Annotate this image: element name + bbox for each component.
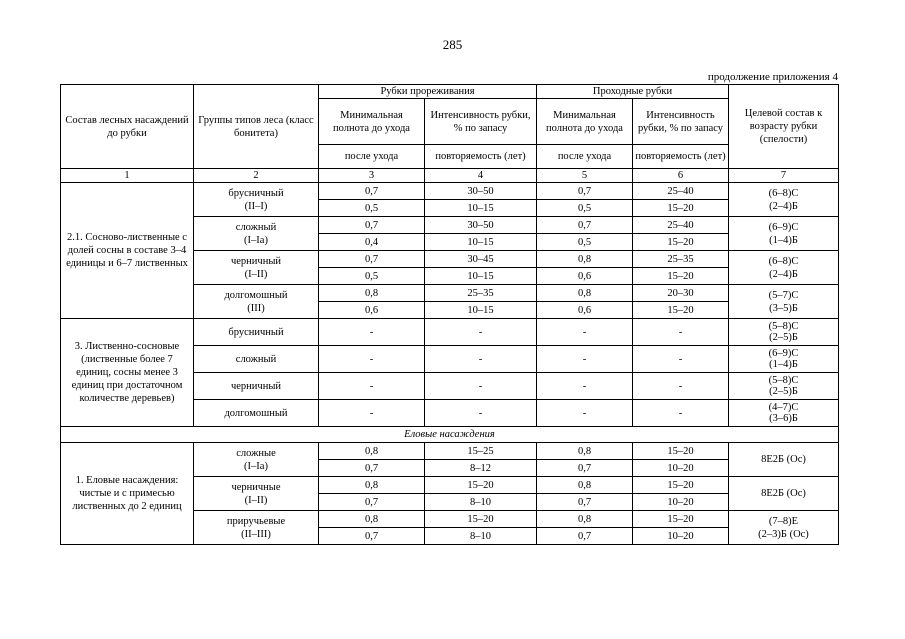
value-cell: 0,8: [537, 477, 633, 494]
table-row: [61, 443, 839, 460]
value-cell: 0,7: [537, 460, 633, 477]
forest-type-cell: сложные (I–Ia): [194, 443, 319, 477]
value-cell: -: [319, 319, 425, 346]
composition-cell: 2.1. Сосново-лиственные с долей сосны в составе 3–4 единицы и 6–7 лиственных: [61, 183, 194, 319]
column-number: 7: [729, 169, 839, 183]
value-cell: 0,8: [537, 251, 633, 268]
header-target: Целевой состав к возрасту рубки (спелости): [729, 85, 839, 169]
header-after-care: после ухода: [319, 145, 425, 169]
value-cell: 25–35: [425, 285, 537, 302]
header-min-density-passing: Минимальная полнота до ухода: [537, 99, 633, 145]
column-number: 2: [194, 169, 319, 183]
target-cell: (5–8)С (2–5)Б: [729, 319, 839, 346]
table-row: [61, 183, 839, 200]
value-cell: 15–20: [425, 477, 537, 494]
value-cell: 10–15: [425, 268, 537, 285]
value-cell: -: [537, 373, 633, 400]
value-cell: 0,7: [319, 528, 425, 545]
header-passing: Проходные рубки: [537, 85, 729, 99]
header-intensity: Интенсивность рубки, % по запасу: [425, 99, 537, 145]
value-cell: 15–20: [633, 443, 729, 460]
forest-type-cell: черничные (I–II): [194, 477, 319, 511]
value-cell: 25–35: [633, 251, 729, 268]
forest-type-cell: черничный (I–II): [194, 251, 319, 285]
value-cell: 0,7: [537, 217, 633, 234]
target-cell: (5–8)С (2–5)Б: [729, 373, 839, 400]
target-cell: (4–7)С (3–6)Б: [729, 400, 839, 427]
forest-type-cell: сложный: [194, 346, 319, 373]
value-cell: 0,7: [319, 494, 425, 511]
value-cell: 25–40: [633, 183, 729, 200]
header-repeat: повторяемость (лет): [425, 145, 537, 169]
page-number: 285: [442, 37, 463, 52]
value-cell: 10–20: [633, 528, 729, 545]
value-cell: 0,5: [319, 268, 425, 285]
category-heading: Еловые насаждения: [61, 427, 839, 443]
column-number: 5: [537, 169, 633, 183]
value-cell: 8–12: [425, 460, 537, 477]
column-number-row: [61, 169, 839, 183]
value-cell: 15–25: [425, 443, 537, 460]
value-cell: -: [319, 400, 425, 427]
value-cell: 0,5: [537, 234, 633, 251]
value-cell: 0,7: [537, 183, 633, 200]
value-cell: -: [633, 373, 729, 400]
value-cell: 0,7: [537, 528, 633, 545]
value-cell: 0,5: [319, 200, 425, 217]
header-thinning: Рубки прореживания: [319, 85, 537, 99]
value-cell: 10–20: [633, 460, 729, 477]
forest-type-cell: черничный: [194, 373, 319, 400]
value-cell: -: [537, 400, 633, 427]
value-cell: 0,8: [319, 285, 425, 302]
value-cell: 15–20: [633, 268, 729, 285]
forestry-table: [60, 84, 839, 545]
value-cell: 0,7: [319, 460, 425, 477]
column-number: 3: [319, 169, 425, 183]
forest-type-cell: долгомошный (III): [194, 285, 319, 319]
column-number: 1: [61, 169, 194, 183]
value-cell: 15–20: [633, 477, 729, 494]
value-cell: -: [537, 346, 633, 373]
header-after-care-passing: после ухода: [537, 145, 633, 169]
value-cell: -: [425, 346, 537, 373]
header-intensity-passing: Интенсивность рубки, % по запасу: [633, 99, 729, 145]
value-cell: 0,6: [537, 268, 633, 285]
value-cell: 0,8: [319, 477, 425, 494]
forest-type-cell: брусничный (II–I): [194, 183, 319, 217]
column-number: 4: [425, 169, 537, 183]
value-cell: 10–20: [633, 494, 729, 511]
value-cell: 15–20: [633, 234, 729, 251]
value-cell: 10–15: [425, 302, 537, 319]
value-cell: 0,7: [319, 183, 425, 200]
forest-type-cell: приручьевые (II–III): [194, 511, 319, 545]
target-cell: (5–7)С (3–5)Б: [729, 285, 839, 319]
value-cell: 8–10: [425, 494, 537, 511]
composition-cell: 1. Еловые насаждения: чистые и с примесью лиственных до 2 единиц: [61, 443, 194, 545]
value-cell: 0,8: [537, 511, 633, 528]
forest-type-cell: брусничный: [194, 319, 319, 346]
target-cell: (6–8)С (2–4)Б: [729, 183, 839, 217]
value-cell: 15–20: [633, 511, 729, 528]
value-cell: 0,5: [537, 200, 633, 217]
value-cell: 30–50: [425, 183, 537, 200]
forest-type-cell: сложный (I–Ia): [194, 217, 319, 251]
value-cell: 30–50: [425, 217, 537, 234]
header-composition: Состав лесных насаждений до рубки: [61, 85, 194, 169]
continuation-note: продолжение приложения 4: [707, 71, 838, 83]
value-cell: 0,6: [537, 302, 633, 319]
value-cell: 20–30: [633, 285, 729, 302]
value-cell: 0,7: [319, 217, 425, 234]
value-cell: 0,4: [319, 234, 425, 251]
header-row-groups: [61, 85, 839, 99]
value-cell: 10–15: [425, 200, 537, 217]
target-cell: (7–8)Е (2–3)Б (Ос): [729, 511, 839, 545]
value-cell: 0,8: [537, 443, 633, 460]
value-cell: 0,7: [319, 251, 425, 268]
value-cell: 30–45: [425, 251, 537, 268]
composition-cell: 3. Лиственно-сосновые (лиственные более 7 единиц, сосны менее 3 единиц при достаточном количестве деревьев): [61, 319, 194, 427]
value-cell: -: [633, 346, 729, 373]
value-cell: 0,8: [319, 443, 425, 460]
value-cell: 0,8: [537, 285, 633, 302]
header-repeat-passing: повторяемость (лет): [633, 145, 729, 169]
forest-type-cell: долгомошный: [194, 400, 319, 427]
target-cell: 8Е2Б (Ос): [729, 443, 839, 477]
target-cell: (6–9)С (1–4)Б: [729, 217, 839, 251]
value-cell: 0,7: [537, 494, 633, 511]
value-cell: -: [319, 346, 425, 373]
header-min-density: Минимальная полнота до ухода: [319, 99, 425, 145]
target-cell: (6–8)С (2–4)Б: [729, 251, 839, 285]
header-forest-type: Группы типов леса (класс бонитета): [194, 85, 319, 169]
value-cell: -: [537, 319, 633, 346]
target-cell: (6–9)С (1–4)Б: [729, 346, 839, 373]
value-cell: -: [633, 400, 729, 427]
category-row: [61, 427, 839, 443]
target-cell: 8Е2Б (Ос): [729, 477, 839, 511]
value-cell: -: [425, 400, 537, 427]
value-cell: 25–40: [633, 217, 729, 234]
value-cell: 15–20: [633, 200, 729, 217]
value-cell: -: [425, 373, 537, 400]
value-cell: -: [319, 373, 425, 400]
value-cell: 0,6: [319, 302, 425, 319]
value-cell: 8–10: [425, 528, 537, 545]
value-cell: -: [633, 319, 729, 346]
value-cell: 10–15: [425, 234, 537, 251]
table-row: [61, 319, 839, 346]
value-cell: 15–20: [633, 302, 729, 319]
value-cell: 15–20: [425, 511, 537, 528]
value-cell: -: [425, 319, 537, 346]
value-cell: 0,8: [319, 511, 425, 528]
column-number: 6: [633, 169, 729, 183]
